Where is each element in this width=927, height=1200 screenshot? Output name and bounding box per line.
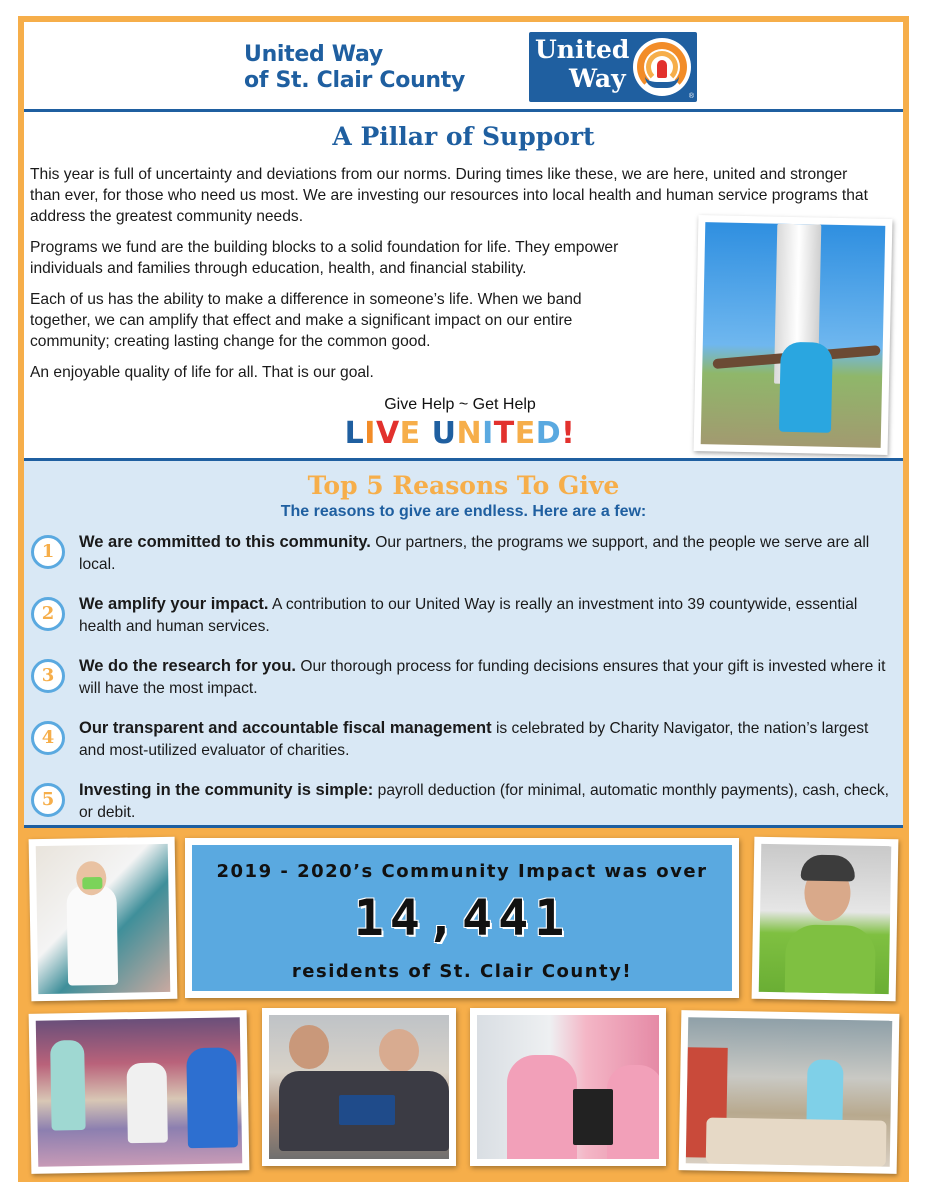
slogan-letter: I: [482, 416, 494, 451]
volunteer-portrait-photo: [752, 837, 899, 1001]
lighthouse-photo: [694, 215, 893, 455]
clothing-drive-photo: [29, 1010, 250, 1174]
reason-heading: Investing in the community is simple:: [79, 781, 374, 799]
slogan-letter: [421, 416, 432, 451]
logo-word-united: United: [535, 35, 630, 64]
slogan-letter: V: [375, 416, 400, 451]
number-1-icon: 1: [31, 535, 65, 569]
slogan-letter: T: [493, 416, 515, 451]
slogan-letter: !: [561, 416, 576, 451]
reason-detail: Our thorough process for funding decisions ensures that your gift is invested where it will have the most impact.: [79, 658, 886, 697]
number-3-icon: 3: [31, 659, 65, 693]
slogan-letter: E: [514, 416, 536, 451]
united-way-logo: [529, 32, 697, 102]
reason-heading: Our transparent and accountable fiscal management: [79, 719, 492, 737]
header: [24, 22, 903, 112]
reasons-title: Top 5 Reasons To Give: [307, 471, 620, 500]
number-4-icon: 4: [31, 721, 65, 755]
reason-text: [79, 717, 894, 762]
slogan-letter: N: [456, 416, 483, 451]
org-name: [244, 42, 465, 94]
pillar-paragraph-2: Programs we fund are the building blocks to a solid foundation for life. They empower individuals and families through education, health, and financial stability.: [30, 239, 619, 277]
give-help-tagline: Give Help ~ Get Help: [384, 396, 536, 413]
pillar-paragraph-4: An enjoyable quality of life for all. That is our goal.: [30, 364, 374, 381]
impact-heading: 2019 - 2020’s Community Impact was over: [216, 861, 708, 882]
reason-heading: We do the research for you.: [79, 657, 296, 675]
graduation-photo: [470, 1008, 666, 1166]
reason-detail: Our partners, the programs we support, and the people we serve are all local.: [79, 534, 870, 573]
impact-footer: residents of St. Clair County!: [291, 961, 633, 982]
reason-heading: We amplify your impact.: [79, 595, 269, 613]
helping-hand-icon: [633, 38, 691, 96]
number-5-icon: 5: [31, 783, 65, 817]
reason-detail: is celebrated by Charity Navigator, the nation’s largest and most-utilized evaluator of charities.: [79, 720, 869, 759]
reasons-panel: [24, 458, 903, 828]
slogan-letter: L: [344, 416, 365, 451]
pillar-paragraph-1: This year is full of uncertainty and deviations from our norms. During times like these, we are here, united and stronger than ever, for those who need us most. We are investing our resources into local health and human service programs that address the greatest community needs.: [30, 166, 868, 225]
reasons-subtitle: The reasons to give are endless. Here are a few:: [280, 503, 647, 520]
slogan-letter: D: [535, 416, 562, 451]
family-reading-photo: [262, 1008, 456, 1166]
reason-text: [79, 531, 894, 576]
food-drive-photo: [679, 1010, 900, 1174]
reason-text: [79, 655, 894, 700]
slogan-letter: U: [431, 416, 457, 451]
live-united-slogan: [310, 416, 610, 451]
pillar-paragraph-3: Each of us has the ability to make a difference in someone’s life. When we band together, we can amplify that effect and make a significant impact on our entire community; creating lasting change for the common good.: [30, 291, 582, 350]
dental-exam-photo: [29, 837, 178, 1002]
org-name-line2: of St. Clair County: [244, 68, 466, 93]
slogan-letter: E: [399, 416, 421, 451]
impact-number: 14,441: [353, 889, 571, 947]
reason-text: [79, 593, 894, 638]
reason-detail: payroll deduction (for minimal, automatic monthly payments), cash, check, or debit.: [79, 782, 889, 821]
org-name-line1: United Way: [244, 42, 383, 67]
pillar-title: A Pillar of Support: [332, 122, 595, 151]
reason-text: [79, 779, 894, 824]
impact-callout: [185, 838, 739, 998]
registered-mark: ®: [688, 93, 694, 100]
slogan-letter: I: [364, 416, 376, 451]
reason-detail: A contribution to our United Way is really an investment into 39 countywide, essential health and human services.: [79, 596, 858, 635]
reason-heading: We are committed to this community.: [79, 533, 371, 551]
logo-word-way: Way: [569, 64, 626, 93]
number-2-icon: 2: [31, 597, 65, 631]
